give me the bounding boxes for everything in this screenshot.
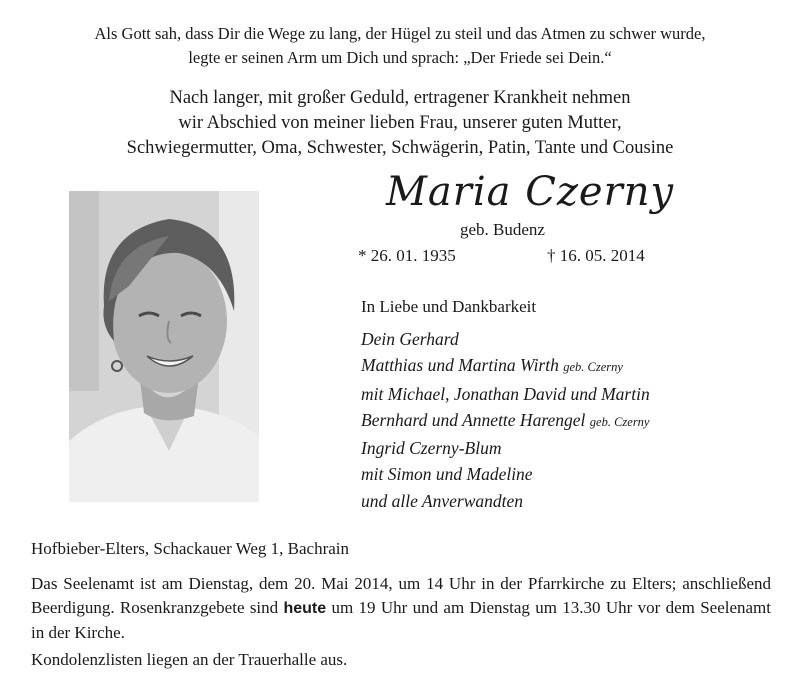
mourner-row: Dein Gerhard (361, 329, 459, 349)
mourner-row: Ingrid Czerny-Blum (361, 438, 502, 459)
mourner-row: mit Simon und Madeline (361, 464, 533, 485)
maiden-note: geb. Czerny (589, 414, 650, 429)
maiden-name: geb. Budenz (460, 220, 545, 239)
intro-line-3: Schwiegermutter, Oma, Schwester, Schwägerin, Patin, Tante und Cousine (126, 138, 674, 158)
intro-line-1: Nach langer, mit großer Geduld, ertragener Krankheit nehmen (169, 88, 631, 108)
portrait-photo (69, 191, 259, 502)
intro-text (0, 86, 800, 161)
mourner-row: Bernhard und Annette Harengel geb. Czerny (361, 409, 650, 430)
poem-line-2: legte er seinen Arm um Dich und sprach: „Der Friede sei Dein.“ (188, 48, 612, 67)
service-info: Das Seelenamt ist am Dienstag, dem 20. Mai 2014, um 14 Uhr in der Pfarrkirche zu Elters; anschließend Beerdigung. Rosenkranzgebete sind heute um 19 Uhr und am Dienstag um 13.30 Uhr vor dem Seelenamt in der Kirche. (31, 574, 771, 642)
birth-date: * 26. 01. 1935 (358, 246, 456, 265)
intro-line-2: wir Abschied von meiner lieben Frau, unserer guten Mutter, (178, 113, 622, 133)
mourners-list (361, 326, 650, 514)
deceased-name: Maria Czerny (385, 169, 675, 215)
maiden-note: geb. Czerny (563, 360, 623, 375)
poem-line-1: Als Gott sah, dass Dir die Wege zu lang, der Hügel zu steil und das Atmen zu schwer wurde, (94, 24, 706, 43)
family-address: Hofbieber-Elters, Schackauer Weg 1, Bachrain (31, 539, 350, 558)
mourner-row: Matthias und Martina Wirth geb. Czerny (361, 355, 623, 376)
poem (0, 22, 800, 70)
mourners-heading: In Liebe und Dankbarkeit (361, 297, 537, 316)
death-date: † 16. 05. 2014 (547, 246, 645, 265)
condolence-note: Kondolenzlisten liegen an der Trauerhalle aus. (31, 650, 348, 669)
today-emphasis: heute (283, 600, 327, 617)
mourner-row: mit Michael, Jonathan David und Martin (361, 383, 650, 404)
mourner-row: und alle Anverwandten (361, 490, 524, 511)
